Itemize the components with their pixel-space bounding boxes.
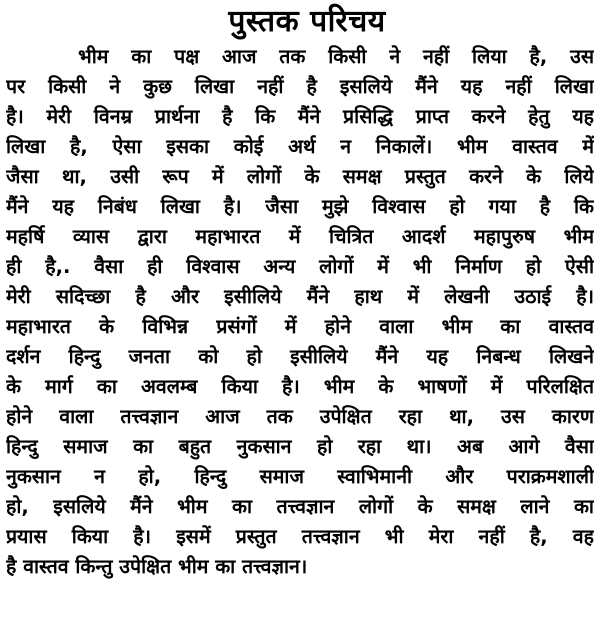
text-line: है। मेरी विनम्र प्रार्थना है कि मैंने प्रसिद्धि प्राप्त करने हेतु यह [6,105,594,128]
text-line: मैंने यह निबंध लिखा है। जैसा मुझे विश्वास हो गया है कि [6,195,594,218]
text-line: दर्शन हिन्दु जनता को हो इसीलिये मैंने यह निबन्ध लिखने [6,345,594,368]
text-line: ही है,. वैसा ही विश्वास अन्य लोगों में भी निर्माण हो ऐसी [6,255,594,278]
text-line: हिन्दु समाज का बहुत नुकसान हो रहा था। अब आगे वैसा [6,435,594,458]
text-line: मेरी सदिच्छा है और इसीलिये मैंने हाथ में लेखनी उठाई है। [6,285,594,308]
text-line: महाभारत के विभिन्न प्रसंगों में होने वाला भीम का वास्तव [6,315,594,338]
text-line: नुकसान न हो, हिन्दु समाज स्वाभिमानी और पराक्रमशाली [6,465,594,488]
text-line: भीम का पक्ष आज तक किसी ने नहीं लिया है, उस [78,45,594,68]
page-title: पुस्तक परिचय [228,4,386,39]
body-paragraph [6,42,594,582]
text-line: प्रयास किया है। इसमें प्रस्तुत तत्त्वज्ञान भी मेरा नहीं है, वह [6,525,594,548]
text-line: लिखा है, ऐसा इसका कोई अर्थ न निकालें। भीम वास्तव में [6,135,594,158]
text-line: होने वाला तत्त्वज्ञान आज तक उपेक्षित रहा था, उस कारण [6,405,594,428]
text-line: जैसा था, उसी रूप में लोगों के समक्ष प्रस्तुत करने के लिये [6,165,594,188]
text-line: पर किसी ने कुछ लिखा नहीं है इसलिये मैंने यह नहीं लिखा [6,75,594,98]
text-line: हो, इसलिये मैंने भीम का तत्त्वज्ञान लोगों के समक्ष लाने का [6,495,594,518]
text-line: के मार्ग का अवलम्ब किया है। भीम के भाषणों में परिलक्षित [6,375,594,398]
text-line: है वास्तव किन्तु उपेक्षित भीम का तत्त्वज्ञान। [6,555,308,578]
text-line: महर्षि व्यास द्वारा महाभारत में चित्रित आदर्श महापुरुष भीम [6,225,594,248]
